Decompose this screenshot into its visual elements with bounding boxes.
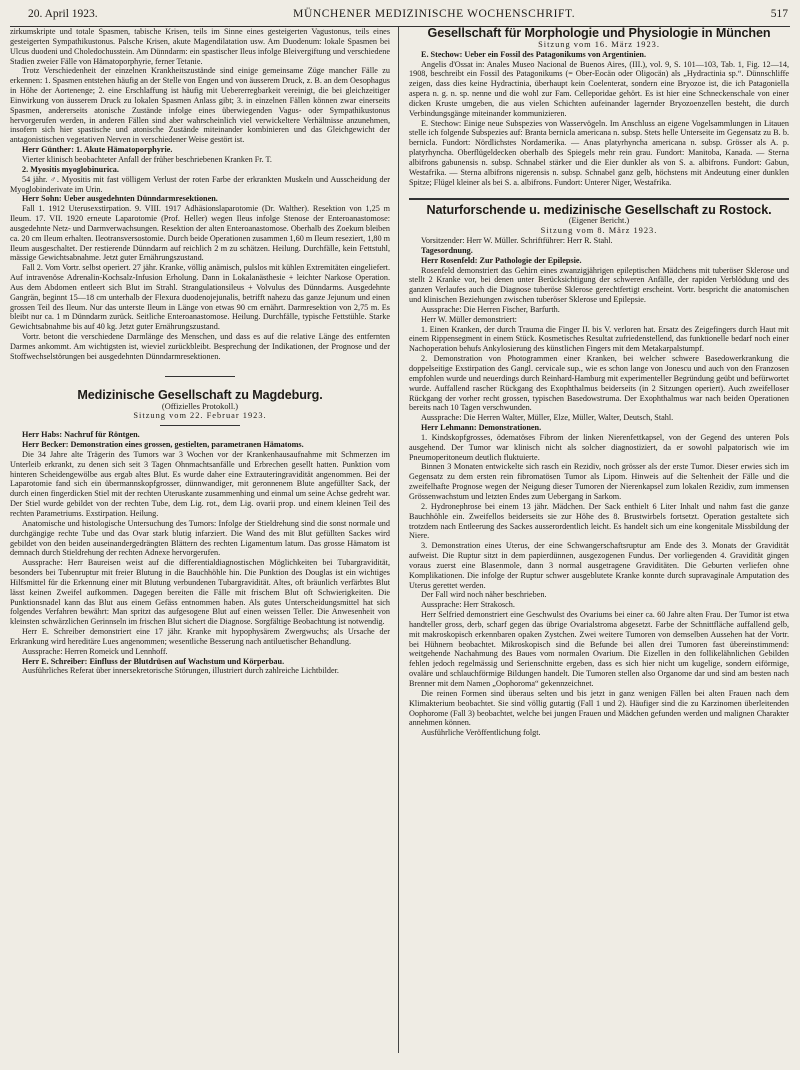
paragraph: Vortr. betont die verschiedene Darmlänge des Menschen, und dass es auf die relative Länge des entfernten Darmes ankommt. Am wichtigsten ist, wieviel zurückbleibt. Besprechung der Indikationen, der Prognose und der Stoffwechselstörungen bei ausgedehnten Dünndarmresektionen.	[10, 332, 390, 361]
paragraph: 54 jähr. ♂. Myositis mit fast völligem Verlust der roten Farbe der erkrankten Muskeln und Ausscheidung der Myoglobinderivate im Urin.	[10, 174, 390, 194]
paragraph: Angelis d'Ossat in: Anales Museo Nacional de Buenos Aires, (III.), vol. 9, S. 101—103, Tab. 1, Fig. 12—14, 1908, beschreibt ein Fossil des Patagonikums (= Ober-Eocän oder Oligocän) als „Hydractinia sp.“. Dünnschliffe zeigen, dass dies keine Hydractinia, überhaupt kein Coelenterat, sondern eine Bryozoe ist, die ich Patagoniella aspera n. g. n. sp. nenne und die wohl zur Fam. Celleporidae gehört. Es ist hier eine Schneckenschale von einer dicken Kruste umgeben, die aus vielen Schichten aufeinander lagernder Bryozoenzellen besteht, die durch Verbindungsgänge miteinander kommunizieren.	[409, 59, 789, 118]
society-title: Gesellschaft für Morphologie und Physiologie in München	[427, 27, 771, 40]
section-divider	[165, 376, 235, 377]
speaker-heading: Herr Lehmann: Demonstrationen.	[421, 423, 542, 433]
paragraph: Trotz Verschiedenheit der einzelnen Krankheitszustände sind einige gemeinsame Züge mancher Fälle zu erkennen: 1. Spasmen entstehen häufig an der Stelle von Engen und von äusserem Druck, z. B. an dem Oesophagus in Höhe der Aortenenge; 2. eine Erschlaffung ist häufig mit Uebererregbarkeit vereinigt, die bei gleichzeitiger Einwirkung von äusserem Druck zu lokalen Spasmen Anlass gibt; 3. in einzelnen Fällen können zwar einerseits Spasmen, andererseits atonische Zustände infolge eines überwiegenden Vagus- oder Sympathikustonus hervorgerufen werden, in anderen Fällen sind aber wahrscheinlich viel verwickeltere Verhältnisse anzunehmen, insofern sich hier spastische und atonische Zustände miteinander kombinieren und das Gleichgewicht der antagonistischen vegetativen Nerven in verschiedener Weise gestört ist.	[10, 66, 390, 145]
issue-date: 20. April 1923.	[28, 8, 98, 20]
paragraph: 2. Hydronephrose bei einem 13 jähr. Mädchen. Der Sack enthielt 6 Liter Inhalt und nahm fast die ganze Bauchhöhle ein. Zweifellos beiderseits sie zur Höhe des 8. Brustwirbels fortsetzt. Operation gestaltete sich trotzdem nach Entleerung des Sackes ausserordentlich leicht. Es handelt sich um eine kongenitale Missbildung der Niere.	[409, 501, 789, 541]
paragraph: Anatomische und histologische Untersuchung des Tumors: Infolge der Stieldrehung sind die sonst normale und durchgängige rechte Tube und das Ovar stark blutig infarziert. Die Wand des mit Blut gefüllten Sackes wird gebildet von den beiden auseinandergedrängten Blättern des rechten Ligamentum latum. Das grosse Hämatom ist demnach durch Stieldrehung der rechten Adnexe hervorgerufen.	[10, 518, 390, 558]
paragraph: Aussprache: Herren Romeick und Lennhoff.	[22, 646, 168, 656]
paragraph: Binnen 3 Monaten entwickelte sich rasch ein Rezidiv, noch grösser als der erste Tumor. Dieser erwies sich im Gegensatz zu dem ersten rein fibromatösen Tumor als Lipom. Hinweis auf die Seltenheit der Fälle und die zweifelhafte Prognose wegen der Neigung dieser Tumoren der Nierenkapsel zum lokalen Rezidiv, zum immensen Grössenwachstum und letzten Endes zum Uebergang in Sarkom.	[409, 462, 789, 501]
speaker-heading: Herr Sohn: Ueber ausgedehnten Dünndarmresektionen.	[22, 194, 218, 204]
paragraph: Aussprache: Die Herren Fischer, Barfurth.	[421, 304, 560, 314]
session-date: Sitzung vom 22. Februar 1923.	[133, 411, 267, 421]
speaker-heading: Herr Günther: 1. Akute Hämatoporphyrie.	[22, 145, 173, 155]
paragraph: Aussprache: Die Herren Walter, Müller, Elze, Müller, Walter, Deutsch, Stahl.	[421, 413, 674, 423]
paragraph: Herr W. Müller demonstriert:	[421, 314, 517, 324]
society-subtitle: (Eigener Bericht.)	[568, 216, 630, 226]
society-title: Medizinische Gesellschaft zu Magdeburg.	[77, 387, 323, 402]
paragraph: E. Stechow: Einige neue Subspezies von Wasservögeln. Im Anschluss an eigene Vogelsammlungen in Litauen stelle ich folgende Subspezies auf: Branta bernicla americana n. subsp. Stets helle Unterseite im Gegensatz zu B. b. bernicla. Fundort: Nördlichstes Nordamerika. — Anas platyrhyncha americana n. subsp. Grösser als A. p. platyrhyncha. Oberflügeldecken oberhalb des Spiegels mehr rein grau. Fundort: Manitoba, Kanada. — Sterna albifrons gabunensis n. subsp. Schnabel stärker und die Eier dunkler als von S. a. albifrons. Fundort: Gabun, Westafrika. — Sterna albifrons nigerensis n. subsp. Schnabel ganz gelb, höchstens mit Andeutung einer dunklen Spitze; Flügel kleiner als bei S. a. albifrons. Fundort: Unterer Niger, Westafrika.	[409, 118, 789, 187]
paragraph: Die 34 Jahre alte Trägerin des Tumors war 3 Wochen vor der Krankenhausaufnahme mit Schmerzen im Unterleib erkrankt, zu denen sich seit 3 Tagen Ohnmachtsanfälle und Erbrechen gesellt hatten. Punktion vom hinteren Scheidengewölbe aus ergab altes Blut. Es wurde daher eine Extrauteringravidität angenommen. Bei der Laparotomie fand sich ein übermannskopfgrosser, dünnwandiger, mit geronnenem Blute angefüllter Sack, der durch einen fingerdicken Stiel mit der rechten Uteruskante zusammenhing und einmal um seine Achse gedreht war. Der Stiel wurde gebildet von der rechten Tube, dem Lig. rot., dem Lig. ovarii prop. und einem kleinen Teil des rechten Parametriums. Exstirpation. Heilung.	[10, 449, 390, 518]
paragraph: Fall 1. 1912 Uterusexstirpation. 9. VIII. 1917 Adhäsionslaparotomie (Dr. Walther). Resektion von 1,25 m Ileum. 17. VII. 1920 erneute Laparotomie (Prof. Heller) wegen Ileus infolge Stenose der Enteroanastomose: ausgedehnte Netz- und Darmverwachsungen. Resektion der alten Enteroanastomose. Oberhalb des Zoekum bleiben ca. 20 cm Ileum erhalten. Ileotransversostomie. Durch beide Operationen zusammen 1,60 m Ileum reseziert, 1,80 m Ileum ausgeschaltet. Der restierende Dünndarm auf reichlich 2 m zu schätzen. Heilung. Durchfälle, kein Fettstuhl, mässige Gewichtsabnahme. Jetzt guter Ernährungszustand.	[10, 204, 390, 263]
paragraph: Ausführliches Referat über innersekretorische Störungen, illustriert durch zahlreiche Lichtbilder.	[22, 666, 339, 676]
journal-page	[10, 8, 790, 1054]
paragraph: 1. Kindskopfgrosses, ödematöses Fibrom der linken Nierenfettkapsel, von der Gegend des unteren Pols ausgehend. Der Tumor war klinisch nicht als solcher diagnostiziert, da er sowohl palpatorisch wie im Pneumoperitoneum deutlich fluktuierte.	[409, 432, 789, 462]
paragraph: zirkumskripte und totale Spasmen, tabische Krisen, teils im Sinne eines gesteigerten Vagustonus, teils eines gesteigerten Sympathikustonus. Palsche Krisen, akute Magendilatation usw. Am Duodenum: lokale Spasmen bei Ulcus duodeni und Choledochusstein. Am Dünndarm: ein spastischer Ileus infolge Bleivergiftung und verschiedene Stadien zweier Fälle von Hämatoporphyrie, ferner Tetanie.	[10, 27, 390, 66]
paragraph: Vierter klinisch beobachteter Anfall der früher beschriebenen Kranken Fr. T.	[22, 154, 272, 164]
paragraph: Aussprache: Herr Strakosch.	[421, 600, 515, 610]
speaker-heading: E. Stechow: Ueber ein Fossil des Patagonikums von Argentinien.	[421, 49, 647, 59]
paragraph: Der Fall wird noch näher beschrieben.	[421, 590, 547, 600]
speaker-heading: Herr Becker: Demonstration eines grossen, gestielten, parametranen Hämatoms.	[22, 440, 304, 450]
journal-title: MÜNCHENER MEDIZINISCHE WOCHENSCHRIFT.	[293, 8, 576, 20]
paragraph: Herr E. Schreiber demonstriert eine 17 jähr. Kranke mit hypophysärem Zwergwuchs; als Ursache der Erkrankung wird hereditäre Lues angenommen; wesentliche Besserung nach antiluetischer Behandlung.	[10, 627, 390, 646]
speaker-heading: Herr Rosenfeld: Zur Pathologie der Epilepsie.	[421, 255, 582, 265]
paragraph: 2. Demonstration von Photogrammen einer Kranken, bei welcher schwere Basedowerkrankung die doppelseitige Exstirpation des Gangl. cervicale sup., wie es schon lange von Jonescu und auch von den Franzosen empfohlen wurde und neuerdings durch Reinhard-Hamburg mit experimenteller Begründung geübt und befürwortet wurde. Auffallend rascher Rückgang des Exophthalmus beiderseits (in 2 Sitzungen operiert). Auch zweifelloser Rückgang der vorher recht grossen, typischen Basedowstruma. Der Exophthalmus war nach beiden Operationen bereits nach 10 Tagen verschwunden.	[409, 354, 789, 413]
paragraph: Rosenfeld demonstriert das Gehirn eines zwanzigjährigen epileptischen Mädchens mit tuberöser Sklerose und stellt 2 Kranke vor, bei denen unter Berücksichtigung der schweren Anfälle, der rapiden Verblödung und des ganzen Verlaufes auch die Diagnose tuberöse Sklerose gerechtfertigt erscheint. Vortr. bespricht die anatomischen und klinischen Beziehungen zwischen tuberöser Sklerose und Epilepsie.	[409, 265, 789, 305]
society-title: Naturforschende u. medizinische Gesellschaft zu Rostock.	[426, 202, 772, 217]
subheading: 2. Myositis myoglobinurica.	[22, 164, 119, 174]
paragraph: Vorsitzender: Herr W. Müller. Schriftführer: Herr R. Stahl.	[421, 236, 613, 246]
paragraph: 3. Demonstration eines Uterus, der eine Schwangerschaftsruptur am Ende des 3. Monats der Gravidität aufweist. Die Ruptur sitzt in dem papierdünnen, ausgezogenen Fundus. Der vorliegenden 4. Gravidität gingen voraus zuerst eine Blasenmole, dann 3 normal ausgetragene Graviditäten. Die Geburten verliefen ohne Komplikationen. Die infolge der Ruptur schwer ausgeblutete Kranke konnte durch supravaginale Amputation des Uterus gerettet werden.	[409, 541, 789, 590]
right-column	[398, 27, 789, 1053]
paragraph: Fall 2. Vom Vortr. selbst operiert. 27 jähr. Kranke, völlig anämisch, pulslos mit kühlen Extremitäten eingeliefert. Auf intravenöse Adrenalin-Kochsalz-Infusion Erholung. Dann in Lokalanästhesie + leichter Narkose Operation. Aus dem Abdomen entleert sich Blut im Strahl. Strangulationsileus + Volvulus des Dünndarms. Ausgedehnte Gangrän, beginnt 15—18 cm unterhalb der Flexura duodenojejunalis, betrifft nahezu das ganze Jejunum und einen grossen Teil des Ileum. Nur das unterste Ileum in Länge von etwas 90 cm ernährt. Darmresektion von 2,75 m. Es bleibt nur ca. 1 m Dünndarm zurück. Seitliche Enteroanastomose. Heilung. Durchfälle, typische Fettstühle. Starke Gewichtsabnahme bis auf 40 kg. Jetzt guter Ernährungszustand.	[10, 263, 390, 332]
short-rule	[160, 425, 240, 426]
session-date: Sitzung vom 16. März 1923.	[538, 39, 660, 49]
paragraph: Die reinen Formen sind überaus selten und bis jetzt in ganz wenigen Fällen bei alten Frauen nach dem Klimakterium beobachtet. Sie sind völlig gutartig (Fall 1 und 2). Häufiger sind die zu Karzinomen überleitenden Oophorome (Fall 3) beobachtet, welche bei jungen Frauen und Mädchen gefunden werden und malignen Charakter annehmen können.	[409, 688, 789, 728]
paragraph: Herr Selfried demonstriert eine Geschwulst des Ovariums bei einer ca. 60 Jahre alten Frau. Der Tumor ist etwa handteller gross, derb, scharf gegen das übrige Ovarialstroma abgesetzt. Farbe der Schnittfläche auffallend gelb, mit makroskopisch erkennbaren opaken Zystchen. Zwei weitere Tumoren von demselben Aussehen hat der Vortr. bei Hühnern beobachtet. Mikroskopisch sind die Befunde bei allen drei Tumoren fast übereinstimmend: weitgehende Nachahmung des Baues vom normalen Ovarium. Die Eizellen in den follikelähnlichen Gebilden fehlen jedoch regelmässig und Serienschnitte ergeben, dass es sich hier nicht um kugelige, sondern eiförmige, ovaläre und schlauchförmige Bildungen handelt. Die Tumoren stellen also Organome dar und sind am besten nach Brenner mit dem Namen „Oophoroma“ gekennzeichnet.	[409, 610, 789, 688]
section-divider	[409, 198, 789, 200]
paragraph: Ausführliche Veröffentlichung folgt.	[421, 728, 541, 738]
paragraph: Aussprache: Herr Baureisen weist auf die differentialdiagnostischen Möglichkeiten bei Tubargravidität, besonders bei Tubenruptur mit freier Blutung in die Bauchhöhle hin. Die Punktion des Douglas ist ein wichtiges Hilfsmittel für die Erkennung einer mit Blutung verbundenen Tubargravidität. Altes, oft bräunlich verfärbtes Blut lässt keinen Zweifel aufkommen. Dagegen bereiten die Fälle mit frischem Blut oft Schwierigkeiten. Die Punktionsnadel kann das Blut aus einem Gefäss entnommen haben. Als gutes Unterscheidungsmittel hat sich folgendes Verfahren bewährt: Man spritzt das aufgesogene Blut auf einen weissen Teller. Die Anwesenheit von kleinsten schwärzlichen Gerinnseln im frischen Blut sichert die Diagnose. Sorgfältige Beobachtung ist notwendig.	[10, 558, 390, 627]
speaker-heading: Herr E. Schreiber: Einfluss der Blutdrüsen auf Wachstum und Körperbau.	[22, 656, 285, 666]
page-number: 517	[770, 8, 788, 20]
left-column	[10, 27, 398, 1053]
subheading: Tagesordnung.	[421, 245, 473, 255]
society-subtitle: (Offizielles Protokoll.)	[161, 401, 239, 411]
speaker-heading: Herr Habs: Nachruf für Röntgen.	[22, 430, 140, 440]
session-date: Sitzung vom 8. März 1923.	[540, 226, 658, 236]
paragraph: 1. Einen Kranken, der durch Trauma die Finger II. bis V. verloren hat. Ersatz des Zeigefingers durch Haut mit einem Rippensegment in einem Stück. Kosmetisches Resultat zufriedenstellend, das funktionelle bedarf noch einer Nachoperation behufs Ankylosierung des künstlichen Fingers mit dem Metakarpalstumpf.	[409, 324, 789, 354]
running-header	[10, 8, 790, 27]
